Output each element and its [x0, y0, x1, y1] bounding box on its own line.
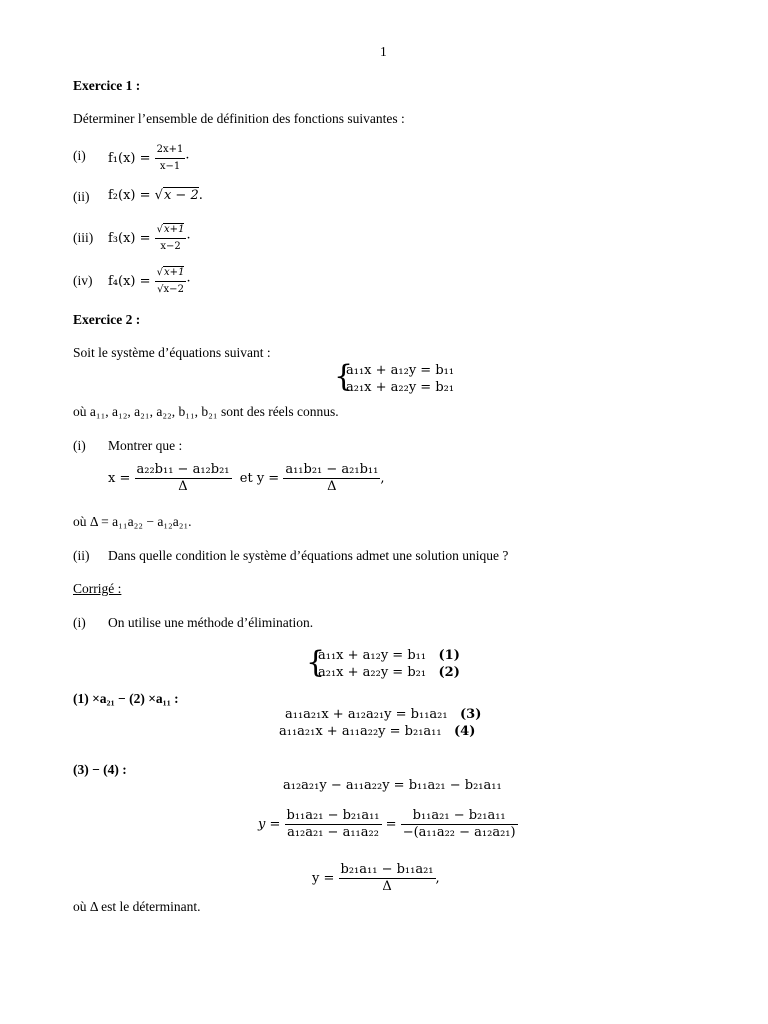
- corrige-equation-2: a₂₁x + a₂₂y = b₂₁ (2): [318, 665, 460, 680]
- exercise-2-intro: Soit le système d’équations suivant :: [73, 345, 271, 360]
- item-label: (ii): [73, 189, 90, 204]
- question-1: Montrer que :: [108, 438, 183, 453]
- function-f3: f₃(x) = $\frac{√x+1}{x-2}$ ·: [108, 224, 191, 252]
- item-label: (iii): [73, 230, 94, 245]
- function-f4: f₄(x) = $\frac{√x+1}{√x-2}$ ·: [108, 267, 191, 295]
- exercise-1-intro: Déterminer l’ensemble de définition des fonctions suivantes :: [73, 111, 405, 126]
- exercise-1-title: Exercice 1 :: [73, 78, 141, 93]
- step-text: On utilise une méthode d’élimination.: [108, 615, 314, 630]
- system-brace: {: [334, 359, 354, 394]
- item-label: (i): [73, 148, 86, 163]
- combined-equation-4: a₁₁a₂₁x + a₁₁a₂₂y = b₂₁a₁₁ (4): [279, 724, 476, 739]
- question-2: Dans quelle condition le système d’équations admet une solution unique ?: [108, 548, 509, 563]
- page-number: 1: [380, 44, 387, 59]
- corrige-title: Corrigé :: [73, 581, 122, 596]
- step-label: (i): [73, 615, 86, 630]
- item-label: (iv): [73, 273, 93, 288]
- operation-1: (1) ×a₂₁ − (2) ×a₁₁ :: [73, 691, 179, 706]
- final-remark: où Δ est le déterminant.: [73, 899, 201, 914]
- corrige-equation-1: a₁₁x + a₁₂y = b₁₁ (1): [318, 648, 460, 663]
- question-label: (i): [73, 438, 86, 453]
- exercise-2-title: Exercice 2 :: [73, 312, 141, 327]
- question-label: (ii): [73, 548, 90, 563]
- known-coefficients: où a₁₁, a₁₂, a₂₁, a₂₂, b₁₁, b₂₁ sont des réels connus.: [73, 404, 339, 419]
- system-equation-2: a₂₁x + a₂₂y = b₂₁: [346, 380, 455, 395]
- operation-2: (3) − (4) :: [73, 762, 127, 777]
- y-derivation: y = $\frac{\text{b₁₁a₂₁ − b₂₁a₁₁}}{\text{a₁₂a₂₁ − a₁₁a₂₂}}$ = $\frac{\text{b₁₁a₂₁ − b₂₁a₁₁}}{\text{−(a₁₁a₂₂ − a₁₂a₂₁)}}$: [258, 808, 516, 840]
- y-final: y = $\frac{\text{b₂₁a₁₁ − b₁₁a₂₁}}{\Delta}$ ,: [312, 862, 440, 894]
- system-equation-1: a₁₁x + a₁₂y = b₁₁: [346, 363, 455, 378]
- solution-formulas: x = $\frac{\text{a₂₂b₁₁ − a₁₂b₂₁}}{\Delta}$ et y = $\frac{\text{a₁₁b₂₁ − a₂₁b₁₁}}{\Delta}$ ,: [108, 462, 385, 494]
- combined-equation-3: a₁₁a₂₁x + a₁₂a₂₁y = b₁₁a₂₁ (3): [285, 707, 482, 722]
- function-f1: f₁(x) = $\frac{2x+1}{x-1}$ ·: [108, 144, 190, 172]
- delta-definition: où Δ = a₁₁a₂₂ − a₁₂a₂₁.: [73, 514, 192, 529]
- function-f2: f₂(x) = √x − 2.: [108, 188, 203, 203]
- system-brace: {: [306, 645, 326, 680]
- difference-equation: a₁₂a₂₁y − a₁₁a₂₂y = b₁₁a₂₁ − b₂₁a₁₁: [283, 778, 502, 793]
